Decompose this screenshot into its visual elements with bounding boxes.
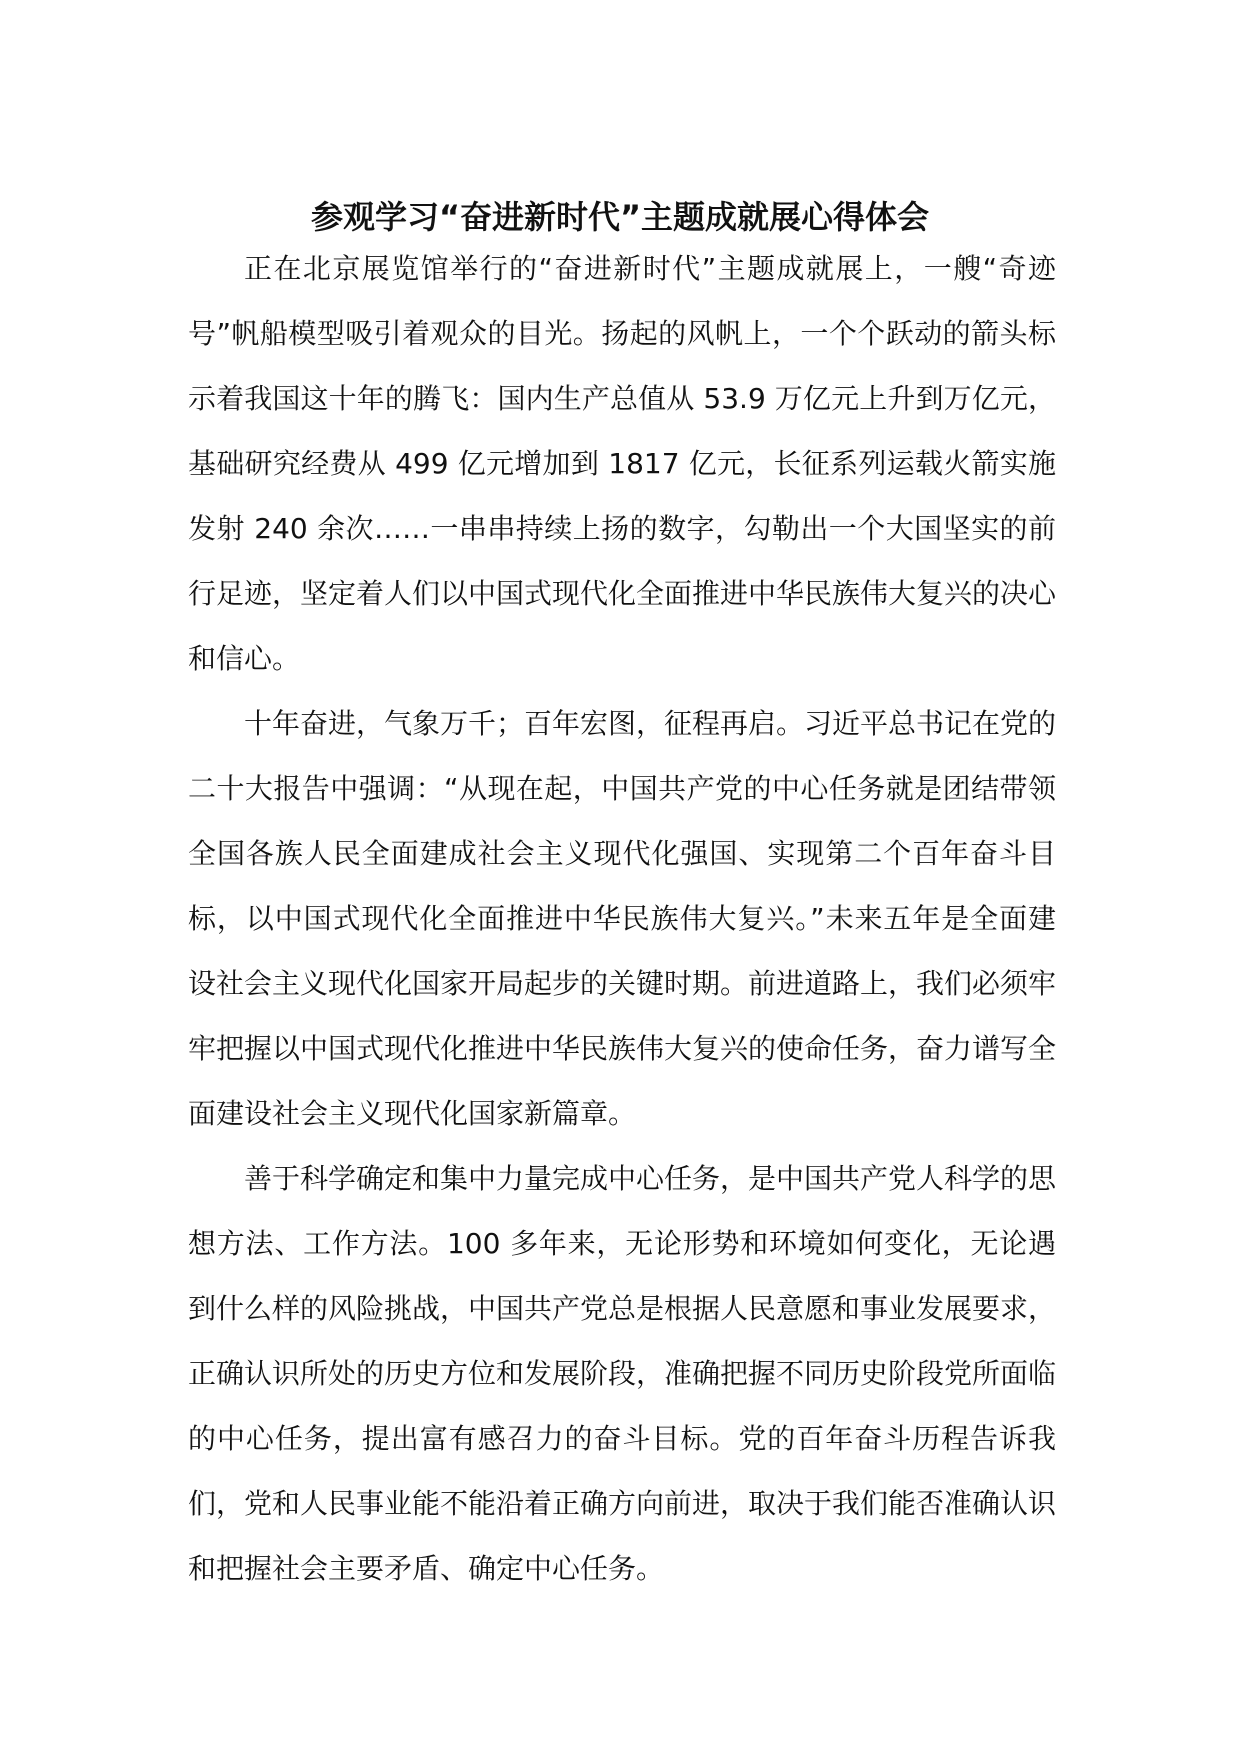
- paragraph-2: 十年奋进，气象万千；百年宏图，征程再启。习近平总书记在党的二十大报告中强调：“从现在起，中国共产党的中心任务就是团结带领全国各族人民全面建成社会主义现代化强国、实现第二个百年奋斗目标，以中国式现代化全面推进中华民族伟大复兴。”未来五年是全面建设社会主义现代化国家开局起步的关键时期。前进道路上，我们必须牢牢把握以中国式现代化推进中华民族伟大复兴的使命任务，奋力谱写全面建设社会主义现代化国家新篇章。: [188, 707, 1057, 1130]
- paragraph-3: 善于科学确定和集中力量完成中心任务，是中国共产党人科学的思想方法、工作方法。100 多年来，无论形势和环境如何变化，无论遇到什么样的风险挑战，中国共产党总是根据人民意愿和事业发展要求，正确认识所处的历史方位和发展阶段，准确把握不同历史阶段党所面临的中心任务，提出富有感召力的奋斗目标。党的百年奋斗历程告诉我们，党和人民事业能不能沿着正确方向前进，取决于我们能否准确认识和把握社会主要矛盾、确定中心任务。: [188, 1162, 1057, 1585]
- paragraph-1: 正在北京展览馆举行的“奋进新时代”主题成就展上，一艘“奇迹号”帆船模型吸引着观众的目光。扬起的风帆上，一个个跃动的箭头标示着我国这十年的腾飞：国内生产总值从 53.9 万亿元上升到万亿元，基础研究经费从 499 亿元增加到 1817 亿元，长征系列运载火箭实施发射 240 余次……一串串持续上扬的数字，勾勒出一个大国坚实的前行足迹，坚定着人们以中国式现代化全面推进中华民族伟大复兴的决心和信心。: [188, 252, 1057, 675]
- document-title: 参观学习“奋进新时代”主题成就展心得体会: [310, 198, 930, 237]
- document-body: [188, 236, 1056, 1601]
